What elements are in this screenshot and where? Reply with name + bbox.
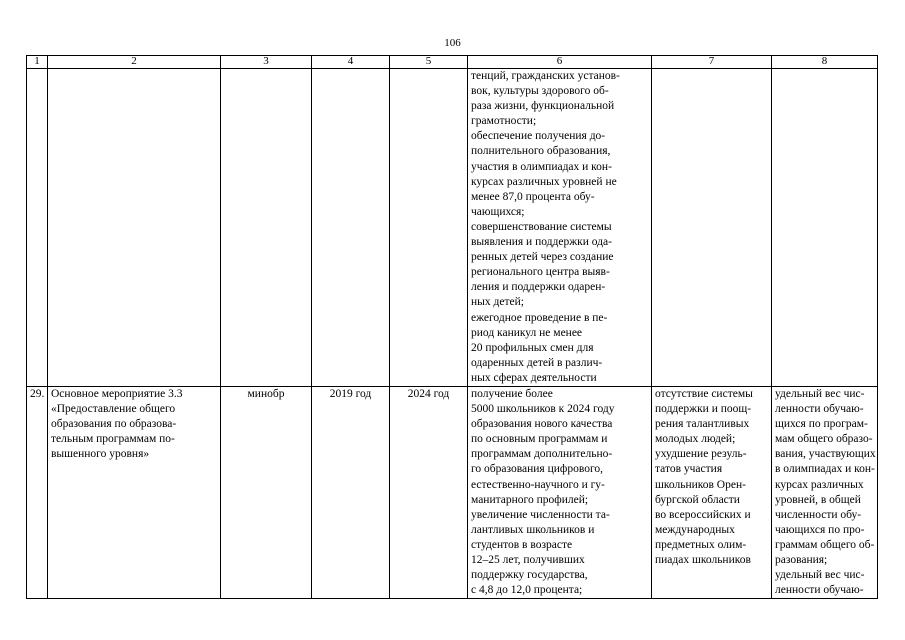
cell-text-line: граммам общего об- [775, 538, 875, 551]
cell-text-line: предметных олим- [655, 538, 747, 551]
cell-text-line: ежегодное проведение в пе- [471, 311, 608, 324]
cell-text-line: щихся по програм- [775, 418, 868, 431]
cell-text-line: Основное мероприятие 3.3 [51, 387, 183, 400]
cell-text-line: чающихся по про- [775, 523, 865, 536]
responsible-executor-cell: минобр [221, 386, 312, 598]
activities-table [26, 55, 878, 599]
cell-text-line: естественно-научного и гу- [471, 478, 605, 491]
cell-text-line: международных [655, 523, 735, 536]
column-number-header: 2 [48, 56, 221, 69]
table-row-29 [27, 386, 878, 598]
cell-text-line: удельный вес чис- [775, 569, 865, 582]
cell-text-line: «Предоставление общего [51, 403, 176, 416]
column-number-header: 3 [221, 56, 312, 69]
table-cell [221, 69, 312, 387]
cell-text-line: школьников Орен- [655, 478, 746, 491]
table-cell [48, 69, 221, 387]
cell-text-line: одаренных детей в различ- [471, 356, 603, 369]
cell-text-line: ления и поддержки одарен- [471, 281, 606, 294]
end-year-cell: 2024 год [390, 386, 468, 598]
cell-text-line: курсах различных уровней не [471, 175, 617, 188]
cell-text-line: обеспечение получения до- [471, 130, 606, 143]
cell-text-line: уровней, в общей [775, 493, 861, 506]
cell-text-line: 20 профильных смен для [471, 341, 594, 354]
cell-text-line: ных детей; [471, 296, 524, 309]
cell-text-line: образования по образова- [51, 418, 177, 431]
cell-text-line: раза жизни, функциональной [471, 100, 615, 113]
cell-text-line: тенций, гражданских установ- [471, 70, 620, 82]
cell-text-line: поддержки и поощ- [655, 403, 752, 416]
column-number-header: 4 [312, 56, 390, 69]
cell-text-line: татов участия [655, 463, 723, 476]
cell-text-line: грамотности; [471, 115, 537, 128]
cell-text-line: студентов в возрасте [471, 538, 573, 551]
cell-text-line: вышенного уровня» [51, 448, 150, 461]
cell-text-line: выявления и поддержки ода- [471, 236, 612, 249]
cell-text-line: численности обу- [775, 508, 862, 521]
cell-text-line: увеличение численности та- [471, 508, 610, 521]
row-number-cell: 29. [27, 386, 48, 598]
start-year-cell: 2019 год [312, 386, 390, 598]
cell-text-line: рения талантливых [655, 418, 750, 431]
column-number-header-row [27, 56, 878, 69]
consequences-cell [652, 386, 772, 598]
cell-text-line: получение более [471, 387, 553, 400]
cell-text-line: 12–25 лет, получивших [471, 554, 585, 566]
table-cell [390, 69, 468, 387]
cell-text-line: ных сферах деятельности [471, 371, 597, 384]
table-cell [652, 69, 772, 387]
cell-text-line: пиадах школьников [655, 554, 751, 566]
cell-text-line: ухудшение резуль- [655, 448, 747, 461]
cell-text-line: вок, культуры здорового об- [471, 85, 609, 98]
cell-text-line: отсутствие системы [655, 387, 753, 400]
cell-text-line: риод каникул не менее [471, 326, 583, 339]
cell-text-line: лантливых школьников и [471, 523, 595, 536]
column-number-header: 6 [468, 56, 652, 69]
page-number: 106 [444, 37, 461, 49]
cell-text-line: во всероссийских и [655, 508, 751, 521]
cell-text-line: разования; [775, 554, 828, 566]
activity-name-cell [48, 386, 221, 598]
cell-text-line: 5000 школьников к 2024 году [471, 403, 615, 416]
cell-text-line: го образования цифрового, [471, 463, 604, 476]
cell-text-line: манитарного профилей; [471, 493, 589, 506]
cell-text-line: ленности обучаю- [775, 584, 864, 597]
cell-text-line: ленности обучаю- [775, 403, 864, 416]
cell-text-line: с 4,8 до 12,0 процента; [471, 584, 583, 597]
expected-results-cell [468, 69, 652, 387]
column-number-header: 1 [27, 56, 48, 69]
table-cell [312, 69, 390, 387]
cell-text-line: по основным программам и [471, 433, 608, 446]
cell-text-line: мам общего образо- [775, 433, 873, 446]
cell-text-line: регионального центра выяв- [471, 266, 610, 279]
cell-text-line: образования нового качества [471, 418, 613, 431]
cell-text-line: поддержку государства, [471, 569, 588, 582]
cell-text-line: чающихся; [471, 205, 525, 218]
indicators-cell [772, 386, 878, 598]
column-number-header: 8 [772, 56, 878, 69]
expected-results-cell [468, 386, 652, 598]
cell-text-line: программам дополнительно- [471, 448, 613, 461]
table-cell [27, 69, 48, 387]
cell-text-line: молодых людей; [655, 433, 736, 446]
cell-text-line: ренных детей через создание [471, 251, 614, 264]
cell-text-line: удельный вес чис- [775, 387, 865, 400]
table-cell [772, 69, 878, 387]
cell-text-line: вания, участвующих [775, 448, 876, 461]
cell-text-line: участия в олимпиадах и кон- [471, 160, 612, 173]
cell-text-line: тельным программам по- [51, 433, 175, 446]
table-row-continuation [27, 69, 878, 387]
cell-text-line: курсах различных [775, 478, 864, 491]
cell-text-line: бургской области [655, 493, 740, 506]
cell-text-line: полнительного образования, [471, 145, 611, 158]
cell-text-line: менее 87,0 процента обу- [471, 190, 595, 203]
column-number-header: 5 [390, 56, 468, 69]
cell-text-line: в олимпиадах и кон- [775, 463, 875, 476]
column-number-header: 7 [652, 56, 772, 69]
cell-text-line: совершенствование системы [471, 220, 612, 233]
